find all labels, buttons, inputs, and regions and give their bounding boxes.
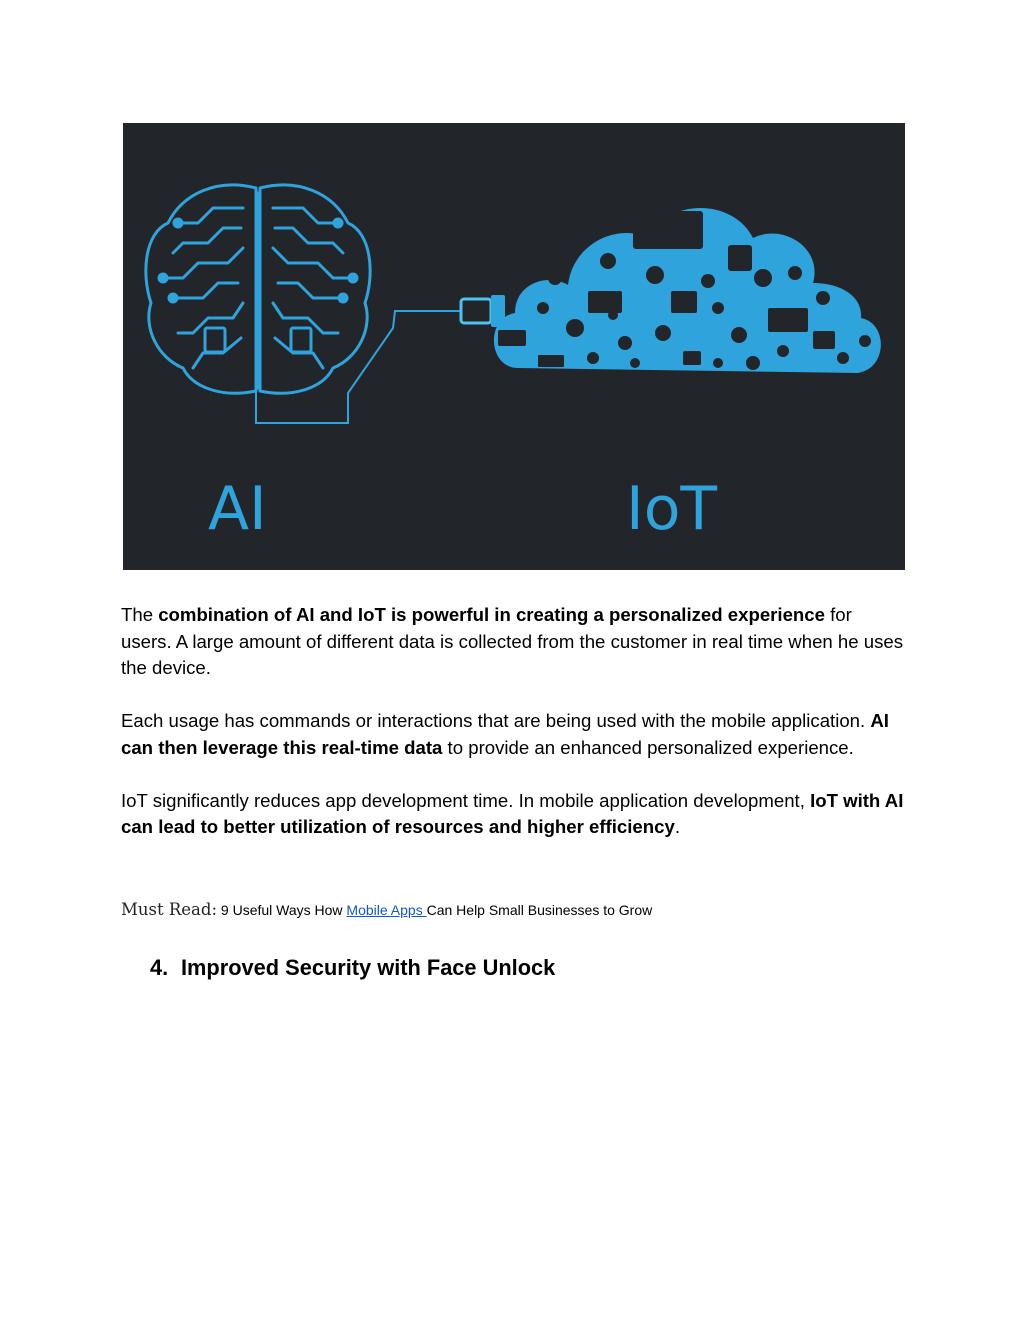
must-read-text-end: Can Help Small Businesses to Grow <box>426 902 653 918</box>
section-number: 4. <box>150 955 169 980</box>
paragraph-usage-commands <box>121 708 906 761</box>
article-body <box>121 602 906 841</box>
must-read-label: Must Read: <box>121 900 218 919</box>
circuit-brain-icon <box>146 185 370 393</box>
connector-cable <box>256 311 461 423</box>
usb-plug-icon <box>461 295 505 327</box>
ai-iot-artwork <box>123 123 905 570</box>
paragraph-emphasis: AI can then leverage this real-time data <box>121 710 889 758</box>
paragraph-text: for users. A large amount of different data is collected from the customer in real time when he uses the device. <box>121 604 904 679</box>
must-read-text: 9 Useful Ways How <box>217 902 347 918</box>
paragraph-text: . <box>674 816 680 838</box>
paragraph-development-time <box>121 788 906 841</box>
section-heading <box>150 953 555 983</box>
paragraph-ai-iot-combination <box>121 602 906 682</box>
paragraph-text: to provide an enhanced personalized experience. <box>442 736 854 758</box>
iot-label: IoT <box>626 474 718 544</box>
ai-label: AI <box>208 474 267 544</box>
paragraph-text: The <box>121 604 159 625</box>
section-title: Improved Security with Face Unlock <box>181 955 556 980</box>
paragraph-emphasis: combination of AI and IoT is powerful in creating a personalized experience <box>158 604 825 625</box>
mobile-apps-link[interactable]: Mobile Apps <box>346 902 427 918</box>
must-read-line <box>121 899 652 921</box>
ai-iot-illustration <box>123 123 905 570</box>
paragraph-text: Each usage has commands or interactions that are being used with the mobile application. <box>121 710 871 732</box>
iot-cloud-icon <box>494 208 881 373</box>
paragraph-emphasis: IoT with AI can lead to better utilization of resources and higher efficiency <box>121 789 904 838</box>
paragraph-text: IoT significantly reduces app development time. In mobile application development, <box>121 789 811 811</box>
